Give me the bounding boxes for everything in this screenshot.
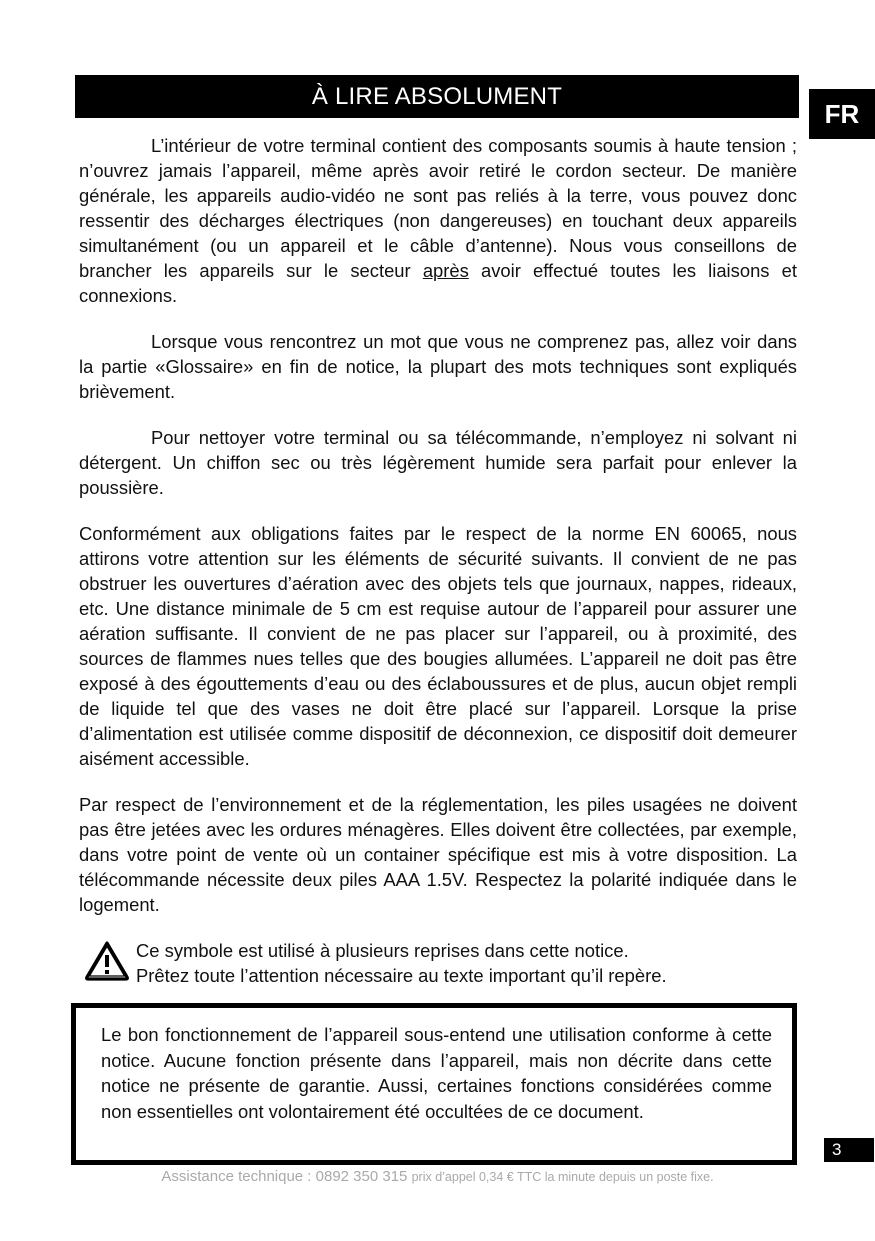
- disclaimer-text: Le bon fonctionnement de l’appareil sous-entend une utilisation conforme à cette notice. Aucune fonction présente dans l’appareil, mais non décrite dans cette notice ne présente de garantie. Aussi, certaines fonctions considérées comme non essentielles ont volontairement été occultées de ce document.: [101, 1024, 772, 1122]
- language-tab: FR: [809, 89, 875, 139]
- paragraph-text: avoir effectué toutes les liaisons et connexions.: [79, 260, 797, 306]
- main-content: [79, 133, 797, 938]
- footer: [0, 1168, 875, 1185]
- page-title: À LIRE ABSOLUMENT: [75, 75, 799, 118]
- paragraph-standard-en60065: Conformément aux obligations faites par le respect de la norme EN 60065, nous attirons votre attention sur les éléments de sécurité suivants. Il convient de ne pas obstruer les ouvertures d’aération avec des objets tels que journaux, nappes, rideaux, etc. Une distance minimale de 5 cm est requise autour de l’appareil pour assurer une aération suffisante. Il convient de ne pas placer sur l’appareil, ou à proximité, des sources de flammes nues telles que des bougies allumées. L’appareil ne doit pas être exposé à des égouttements d’eau ou des éclaboussures et de plus, aucun objet rempli de liquide tel que des vases ne doit être placé sur l’appareil. Lorsque la prise d’alimentation est utilisée comme dispositif de déconnexion, ce dispositif doit demeurer aisément accessible.: [79, 523, 797, 769]
- paragraph-safety-voltage: [79, 133, 797, 308]
- footer-call-price: prix d’appel 0,34 € TTC la minute depuis un poste fixe.: [411, 1170, 714, 1184]
- paragraph-text: L’intérieur de votre terminal contient des composants soumis à haute tension ; n’ouvrez jamais l’appareil, même après avoir retiré le cordon secteur. De manière générale, les appareils audio-vidéo ne sont pas reliés à la terre, vous pouvez donc ressentir des décharges électriques (non dangereuses) en touchant deux appareils simultanément (ou un appareil et le câble d’antenne). Nous vous conseillons de brancher les appareils sur le secteur: [79, 135, 797, 281]
- warning-line-2: Prêtez toute l’attention nécessaire au texte important qu’il repère.: [136, 965, 667, 986]
- warning-text: [136, 938, 796, 988]
- paragraph-batteries: Par respect de l’environnement et de la réglementation, les piles usagées ne doivent pas être jetées avec les ordures ménagères. Elles doivent être collectées, par exemple, dans votre point de vente où un container spécifique est mis à votre disposition. La télécommande nécessite deux piles AAA 1.5V. Respectez la polarité indiquée dans le logement.: [79, 794, 797, 915]
- paragraph-cleaning: Pour nettoyer votre terminal ou sa télécommande, n’employez ni solvant ni détergent. Un chiffon sec ou très légèrement humide sera parfait pour enlever la poussière.: [79, 427, 797, 498]
- footer-support-line: Assistance technique : 0892 350 315: [161, 1168, 408, 1185]
- paragraph-glossary: Lorsque vous rencontrez un mot que vous ne comprenez pas, allez voir dans la partie «Glossaire» en fin de notice, la plupart des mots techniques sont expliqués brièvement.: [79, 331, 797, 402]
- underlined-word: après: [422, 260, 469, 281]
- page-number: 3: [824, 1138, 874, 1162]
- warning-note: [79, 939, 799, 991]
- warning-line-1: Ce symbole est utilisé à plusieurs reprises dans cette notice.: [136, 940, 629, 961]
- disclaimer-box: [71, 1003, 797, 1165]
- warning-triangle-icon: [84, 940, 130, 982]
